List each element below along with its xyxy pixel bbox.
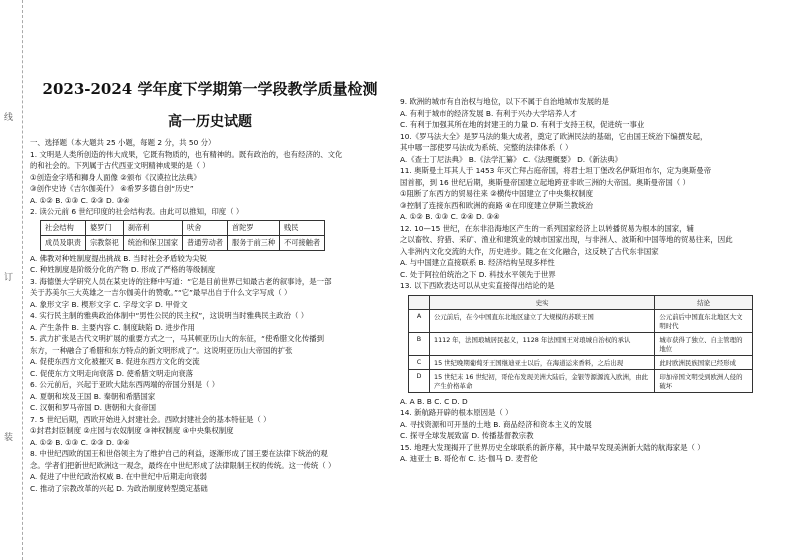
right-column — [400, 0, 760, 560]
table-header — [409, 295, 430, 309]
table-row — [41, 235, 325, 250]
table-cell: C — [409, 355, 430, 369]
question-line: C. 处于阿拉伯统治之下 D. 科技水平领先于世界 — [400, 269, 556, 279]
table-row — [41, 220, 325, 235]
question-line: A. ①② B. ①③ C. ②③ D. ③④ — [30, 195, 130, 205]
top-spacer — [30, 0, 390, 78]
question-line: C. 有利于加强其所在地的封建王的力量 D. 有利于支持王权，促进统一事业 — [400, 120, 645, 129]
question-line: 12. 10—15 世纪，在东非沿海地区产生的一系列国家经济上以转播贸易为根本的国家，辅 — [400, 223, 694, 233]
table-cell: 普通劳动者 — [183, 235, 228, 250]
top-spacer — [400, 0, 760, 96]
question-line: 4. 实行民主制的雅典政治体制中“男性公民的民主权”，这说明当时雅典民主政治（ ） — [30, 311, 309, 320]
question-line: A. 象形文字 B. 楔形文字 C. 字母文字 D. 甲骨文 — [30, 299, 188, 309]
table-row — [409, 369, 753, 392]
question-line: 15. 地理大发现揭开了世界历史全球联系的新序幕，其中最早发现美洲新大陆的航海家是（ ） — [400, 442, 705, 452]
question-line: A. 促进了中世纪政治权威 B. 在中世纪中后期走向衰弱 — [30, 472, 207, 481]
section-heading: 一、选择题（本大题共 25 小题，每题 2 分，共 50 分） — [30, 138, 216, 147]
question-line: 3. 海德堡大学研究人员在某史诗的注释中写道：“它是目前世界已知最古老的叙事诗，是一部 — [30, 276, 332, 286]
table-cell: 1112 年，法国琅城居民起义，1128 年法国国王对琅城自治权的承认 — [430, 332, 655, 355]
table-cell: 城市获得了独立、自主管理的地位 — [655, 332, 753, 355]
table-header: 结论 — [655, 295, 753, 309]
exam-title: 2023-2024 学年度下学期第一学段教学质量检测 — [42, 80, 378, 98]
table-cell: 印加帝国文明受到欧洲人侵的破坏 — [655, 369, 753, 392]
table-cell: 公元前后中国直东北地区大文明时代 — [655, 309, 753, 332]
table-cell: 刹帝利 — [123, 220, 182, 235]
question-line: 关于苏美尔三大英雄之一吉尔伽美什的赞歌。”“它”最早出自于什么文字写成（ ） — [30, 288, 292, 297]
table-cell: 成员及职责 — [41, 235, 86, 250]
question-line: ①阻断了东西方的贸易往来 ②横传中国建立了中央集权制度 — [400, 189, 593, 198]
question-line: A. 佛教对种姓制度提出挑战 B. 当时社会矛盾较为尖锐 — [30, 253, 207, 263]
question-line: A. 夏朝和埃及王国 B. 秦朝和希腊国家 — [30, 391, 156, 401]
table-cell: 此时欧洲民族国家已经形成 — [655, 355, 753, 369]
question-line: ①封君封臣制度 ②庄园与农奴制度 ③神权制度 ④中央集权制度 — [30, 426, 234, 435]
table-cell: 吠舍 — [183, 220, 228, 235]
binding-margin — [0, 0, 23, 560]
table-cell: 贱民 — [280, 220, 325, 235]
question-line: 9. 欧洲的城市有自治权与地位，以下不属于自治地城市发展的是 — [400, 97, 609, 106]
question-line: 14. 新航路开辟的根本原因是（ ） — [400, 408, 513, 417]
question-line: ①创造金字塔和狮身人面像 ②颁布《汉谟拉比法典》 — [30, 172, 201, 182]
table-cell: 婆罗门 — [85, 220, 123, 235]
question-line: A. 与中国建立直接联系 B. 经济结构呈现多样性 — [400, 258, 555, 267]
table-cell: 服务于前三种 — [228, 235, 280, 250]
table-cell: 统治和保卫国家 — [123, 235, 182, 250]
table-cell: 不可接触者 — [280, 235, 325, 250]
question-line: C. 推动了宗教改革的兴起 D. 为政治制度转型奠定基础 — [30, 483, 208, 493]
table-cell: 社会结构 — [41, 220, 86, 235]
question-line: A. 迪亚士 B. 哥伦布 C. 达·伽马 D. 麦哲伦 — [400, 454, 538, 463]
history-fact-table — [408, 295, 753, 393]
question-line: C. 促使东方文明走向衰落 D. 使希腊文明走向衰落 — [30, 368, 194, 378]
question-line: A. A B. B C. C D. D — [400, 396, 468, 406]
table-cell: A — [409, 309, 430, 332]
table-cell: B — [409, 332, 430, 355]
question-line: 2. 读公元前 6 世纪印度的社会结构表。由此可以推知，印度（ ） — [30, 207, 244, 216]
table-header: 史实 — [430, 295, 655, 309]
table-cell: 首陀罗 — [228, 220, 280, 235]
question-line: 10.《罗马法大全》是罗马法的集大成者，奠定了欧洲民法的基础，它由国王统治下编撰发起， — [400, 131, 708, 141]
question-line: 13. 以下西欧表达可以从史实直接得出结论的是 — [400, 281, 555, 290]
question-line: 入非洲内文化交流的大作，历史进步。随之在文化融合，这反映了古代东非国家 — [400, 246, 659, 256]
question-line: 5. 武力扩张是古代文明扩展的重要方式之一，马其顿亚历山大的东征，“使希腊文化传播到 — [30, 334, 325, 343]
question-line: 国首都，到 16 世纪后期，奥斯曼帝国建立起地跨亚非欧三洲的大帝国。奥斯曼帝国（ ） — [400, 177, 690, 187]
question-line: C. 汉朝和罗马帝国 D. 唐朝和大食帝国 — [30, 403, 157, 412]
question-line: C. 探寻全球发展致富 D. 传播基督教宗教 — [400, 431, 534, 440]
question-line: A.《查士丁尼法典》 B.《法学汇纂》 C.《法理概要》 D.《新法典》 — [400, 154, 623, 164]
binding-mark: 装 — [4, 433, 14, 443]
question-line: 8. 中世纪西欧的国王和世俗领主为了维护自己的利益，逐渐形成了国王要在法律下统治的观 — [30, 449, 328, 458]
table-row — [409, 332, 753, 355]
exam-subtitle: 高一历史试题 — [168, 114, 252, 130]
question-line: 之以畜牧、狩猎、采矿、渔业和建筑业的城市国家出现，与非洲人、波斯和中国等地的贸易往来，因此 — [400, 235, 733, 244]
binding-mark: 订 — [4, 273, 14, 283]
question-line: 1. 文明是人类所创造的伟大成果，它既有物质的，也有精神的。既有政治的，也有经济的、文化 — [30, 149, 343, 159]
question-line: A. ①② B. ①③ C. ②④ D. ③④ — [400, 212, 500, 221]
question-line: A. 促使东西方文化被摧灭 B. 促进东西方文化的交流 — [30, 357, 200, 366]
left-column — [30, 0, 390, 560]
table-cell: D — [409, 369, 430, 392]
table-cell: 15 世纪晚期葡萄牙王国继迪亚士以后，在海道运来香料，之后出现 — [430, 355, 655, 369]
table-cell: 15 世纪末 16 世纪初，哥伦布发现美洲大陆后，金银等源源流入欧洲，由此产生价格革命 — [430, 369, 655, 392]
question-line: 东方，一种融合了希腊和东方特点的新文明形成了”。这说明亚历山大帝国的扩张 — [30, 345, 293, 355]
table-header-row — [409, 295, 753, 309]
question-line: 11. 奥斯曼土耳其人于 1453 年灭亡拜占庭帝国，将君士坦丁堡改名伊斯坦布尔，定为奥斯曼帝 — [400, 166, 712, 175]
table-row — [409, 355, 753, 369]
table-row — [409, 309, 753, 332]
question-line: 其中哪一部使罗马法成为系统、完整的法律体系（ ） — [400, 143, 573, 152]
question-line: C. 种姓制度是阶级分化的产物 D. 形成了严格的等级制度 — [30, 265, 216, 274]
question-line: 念。学者们把新世纪欧洲这一观念，最终在中世纪形成了法律限制王权的传统。这一传统（ ） — [30, 460, 336, 470]
table-cell: 公元前后，在今中国直东北地区建立了大规模的苏联王国 — [430, 309, 655, 332]
question-line: A. ①② B. ①③ C. ②③ D. ③④ — [30, 437, 130, 447]
question-line: 的和社会的。下列属于古代西亚文明精神成果的是（ ） — [30, 161, 210, 170]
table-cell: 宗教祭祀 — [85, 235, 123, 250]
question-line: 6. 公元前后，兴起于亚欧大陆东西两端的帝国分别是（ ） — [30, 380, 220, 389]
question-line: A. 寻找资源和可开垦的土地 B. 商品经济和资本主义的发展 — [400, 419, 592, 429]
question-line: 7. 5 世纪后期，西欧开始进入封建社会。西欧封建社会的基本特征是（ ） — [30, 414, 271, 424]
binding-mark: 线 — [4, 113, 14, 123]
question-line: A. 有利于城市的经济发展 B. 有利于兴办大学培养人才 — [400, 108, 577, 118]
question-line: A. 产生条件 B. 主要内容 C. 制度缺陷 D. 进步作用 — [30, 322, 195, 332]
question-line: ③创作史诗《吉尔伽美什》 ④希罗多德自创“历史” — [30, 184, 194, 193]
question-line: ③控制了连接东西和欧洲的商路 ④在印度建立伊斯兰教统治 — [400, 200, 593, 210]
caste-table — [40, 220, 325, 251]
